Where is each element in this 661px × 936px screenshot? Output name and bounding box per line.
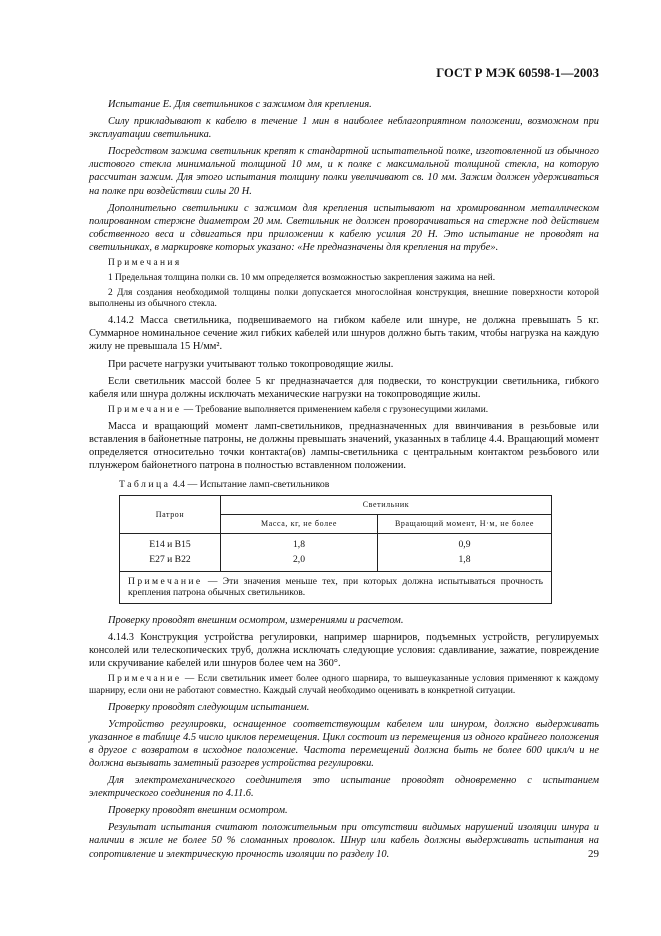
cell-mass: 1,8	[221, 534, 378, 553]
paragraph: Проверку проводят внешним осмотром, измерениями и расчетом.	[108, 614, 404, 626]
column-header-group: Светильник	[221, 496, 552, 515]
document-header: ГОСТ Р МЭК 60598-1—2003	[436, 66, 599, 80]
paragraph: Устройство регулировки, оснащенное соответствующим кабелем или шнуром, должно выдерживать указанное в таблице 4.5 число циклов перемещения. Цикл состоит из перемещения из одного крайнего положения в другое с возвратом в исходное положение. Частота перемещений должна быть не более 600 цикл/ч и не должна вызывать заметный разогрев устройства регулировки.	[89, 718, 599, 770]
column-header-torque: Вращающий момент, Н·м, не более	[378, 515, 552, 534]
paragraph: Дополнительно светильники с зажимом для крепления испытывают на хромированном металлическом полированном стержне диаметром 20 мм. Светильник не должен проворачиваться на стержне под действием собственного веса и сдвигаться при приложении к кабелю усилия 20 Н. Это испытание не проводят на светильниках, в маркировке которых указано: «Не предназначены для крепления на трубе».	[89, 202, 599, 253]
note-item	[89, 405, 599, 417]
table-caption-label: Таблица	[119, 478, 171, 490]
paragraph: Для электромеханического соединителя это испытание проводят одновременно с испытанием электрического соединения по 4.11.6.	[89, 775, 599, 800]
page-body	[89, 98, 599, 865]
note-label: Примечание	[108, 404, 182, 415]
note-item: 1 Предельная толщина полки св. 10 мм определяется возможностью закрепления зажима на ней.	[108, 272, 496, 283]
cell-holder: E14 и B15	[120, 534, 221, 553]
table-caption-text: 4.4 — Испытание ламп-светильников	[170, 478, 330, 490]
cell-mass: 2,0	[221, 552, 378, 571]
paragraph: Масса и вращающий момент ламп-светильников, предназначенных для ввинчивания в резьбовые или вставления в байонетные патроны, не должны превышать значений, указанных в таблице 4.4. Вращающий момент определяется относительно точки контакта(ов) лампы-светильника с центральным контактом резьбового или плунжером байонетного патрона в полностью вставленном положении.	[89, 420, 599, 471]
table-caption	[119, 478, 599, 491]
page-number: 29	[588, 848, 599, 860]
table-row	[120, 552, 552, 571]
note-text: — Требование выполняется применением кабеля с грузонесущими жилами.	[181, 404, 489, 415]
paragraph: Испытание Е. Для светильников с зажимом для крепления.	[108, 99, 372, 110]
paragraph: При расчете нагрузки учитывают только токопроводящие жилы.	[108, 358, 394, 370]
paragraph: 4.14.2 Масса светильника, подвешиваемого на гибком кабеле или шнуре, не должна превышать 5 кг. Суммарное номинальное сечение жил гибких кабелей или шнуров должно быть таким, чтобы нагрузка на каждую жилу не превышала 15 Н/мм².	[89, 315, 599, 353]
paragraph: Посредством зажима светильник крепят к стандартной испытательной полке, изготовленной из обычного листового стекла минимальной толщиной 10 мм, и к полке с максимальной толщиной стекла, на которую рассчитан зажим. Для этого испытания толщину полки увеличивают св. 10 мм. Зажим должен удерживаться на полке при воздействии силы 20 Н.	[89, 146, 599, 197]
paragraph: Если светильник массой более 5 кг предназначается для подвески, то конструкции светильника, гибкого кабеля или шнура должны исключать механические нагрузки на токопроводящие жилы.	[89, 375, 599, 400]
cell-holder: E27 и B22	[120, 552, 221, 571]
cell-torque: 0,9	[378, 534, 552, 553]
table-row	[120, 534, 552, 553]
note-label: Примечание	[108, 674, 182, 685]
table-note-label: Примечание	[128, 575, 203, 587]
paragraph: Результат испытания считают положительным при отсутствии видимых нарушений изоляции шнура и наличии в жиле не более 50 % сломанных проволок. Шнур или кабель должны выдерживать испытания на сопротивление и электрическую прочность изоляции по разделу 10.	[89, 822, 599, 860]
table-note-text: — Эти значения меньше тех, при которых должна испытываться прочность крепления патрона обычных светильников.	[128, 575, 543, 599]
cell-torque: 1,8	[378, 552, 552, 571]
column-header-holder: Патрон	[120, 496, 221, 534]
paragraph: Проверку проводят следующим испытанием.	[108, 701, 310, 713]
column-header-mass: Масса, кг, не более	[221, 515, 378, 534]
paragraph: 4.14.3 Конструкция устройства регулировки, например шарниров, подъемных устройств, регулируемых консолей или телескопических труб, должна исключать следующие условия: сдавливание, зажатие, повреждение или скручивание кабелей или шнуров более чем на 360°.	[89, 631, 599, 669]
table-note	[120, 571, 552, 603]
note-item: 2 Для создания необходимой толщины полки допускается многослойная конструкция, внешние поверхности которой выполнены из обычного стекла.	[89, 287, 599, 310]
note-text: — Если светильник имеет более одного шарнира, то вышеуказанные условия применяют к каждому шарниру, если они не работают совместно. Каждый случай необходимо оценивать в конкретной ситуации.	[89, 674, 599, 696]
paragraph: Силу прикладывают к кабелю в течение 1 мин в наиболее неблагоприятном положении, возможном при эксплуатации светильника.	[89, 116, 599, 141]
paragraph: Проверку проводят внешним осмотром.	[108, 805, 288, 817]
notes-heading: Примечания	[108, 258, 182, 269]
lamp-test-table	[119, 495, 552, 604]
note-item	[89, 674, 599, 698]
